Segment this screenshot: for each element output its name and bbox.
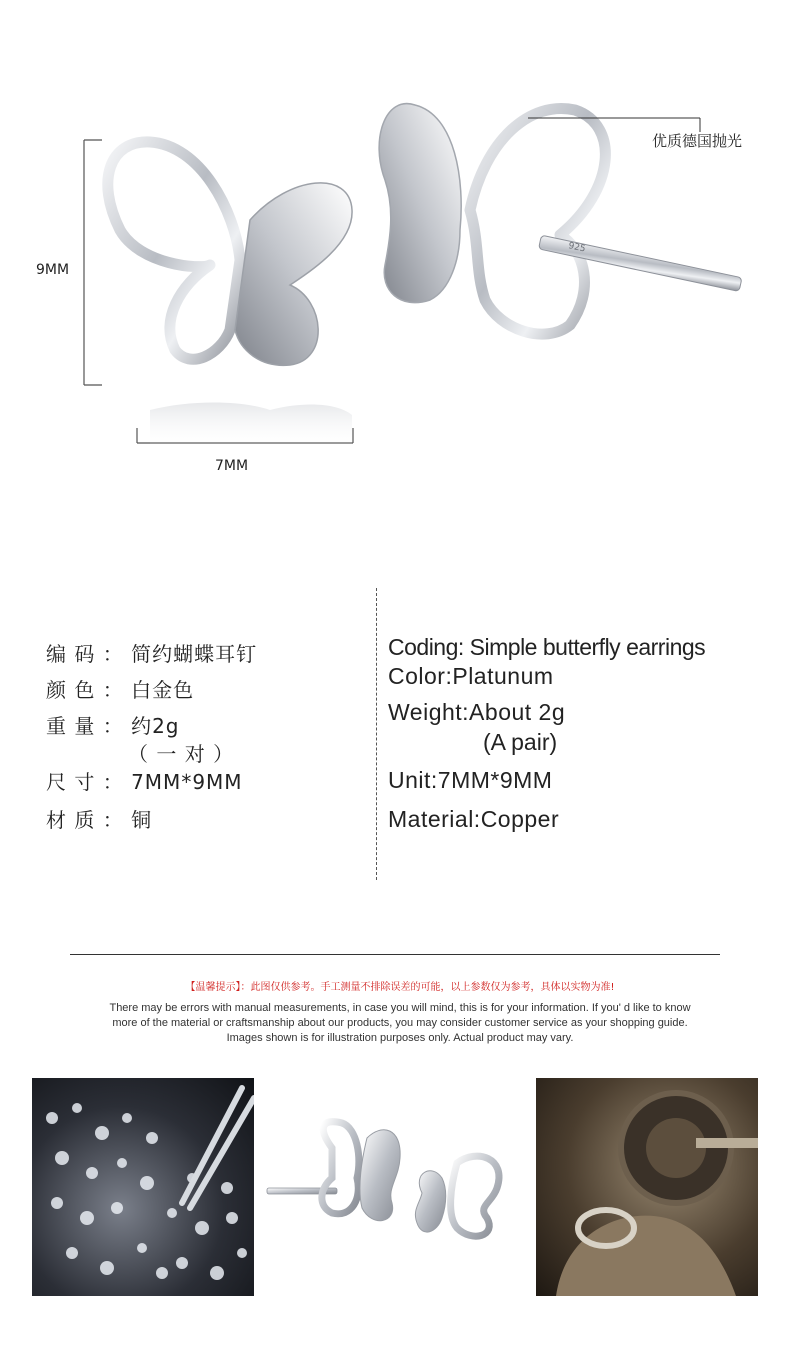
notice-cn-text: 【温馨提示】：此图仅供参考。手工测量不排除误差的可能，以上参数仅为参考，具体以实物为准!: [185, 982, 615, 993]
spec-cn-weight: [46, 710, 180, 739]
spec-cn-label: 编 码: [46, 642, 96, 666]
width-dimension-label: 7MM: [215, 458, 249, 474]
spec-cn-value: 7MM*9MM: [131, 770, 243, 794]
spec-cn-sep: ：: [102, 808, 124, 832]
earrings-pair-illustration: [262, 1078, 522, 1296]
spec-cn-material: [46, 804, 152, 833]
spec-cn-label: 重 量: [46, 714, 96, 738]
spec-cn-sep: ：: [102, 642, 124, 666]
craftsmanship-photo: [536, 1078, 758, 1296]
craftsmanship-illustration: [536, 1078, 758, 1296]
spec-cn-value: 简约蝴蝶耳钉: [131, 642, 258, 666]
spec-en-pair: (A pair): [483, 729, 558, 755]
spec-en-color: Color:Platunum: [388, 663, 554, 689]
spec-en-weight: Weight:About 2g: [388, 699, 566, 725]
spec-cn-coding: [46, 638, 257, 667]
diamonds-tweezers-photo: [32, 1078, 254, 1296]
spec-cn-value: 铜: [131, 808, 153, 832]
spec-cn-size: [46, 766, 243, 795]
spec-cn-value: （ 一 对 ）: [128, 742, 235, 766]
height-dimension-label: 9MM: [36, 262, 70, 278]
925-stamp: 925: [567, 241, 587, 255]
spec-en-unit: Unit:7MM*9MM: [388, 767, 553, 793]
polish-callout-label: 优质德国抛光: [652, 132, 743, 150]
spec-en-coding: Coding: Simple butterfly earrings: [388, 634, 706, 660]
spec-en-material: Material:Copper: [388, 806, 560, 832]
spec-cn-sep: ：: [102, 770, 124, 794]
notice-divider: [70, 954, 720, 955]
spec-divider: [376, 588, 377, 880]
spec-cn-label: 尺 寸: [46, 770, 96, 794]
diamonds-illustration: [32, 1078, 254, 1296]
hero-product-image: [36, 70, 770, 485]
butterfly-front: [108, 142, 352, 450]
spec-cn-sep: ：: [102, 714, 124, 738]
earrings-pair-photo: [262, 1078, 522, 1296]
spec-cn-color: [46, 674, 194, 703]
spec-cn-sep: ：: [102, 678, 124, 702]
spec-cn-value: 白金色: [131, 678, 195, 702]
notice-en-text: There may be errors with manual measurements, in case you will mind, this is for your information. If you' d like to know more of the material or craftsmanship about our products, you may consider customer service as your shopping guide. Images shown is for illustration purposes only. Actual product may vary.: [109, 1002, 691, 1044]
spec-cn-label: 材 质: [46, 808, 96, 832]
spec-cn-value: 约2g: [131, 714, 180, 738]
spec-cn-label: 颜 色: [46, 678, 96, 702]
spec-cn-pair: [128, 738, 234, 767]
height-dimension-line: [84, 140, 102, 385]
